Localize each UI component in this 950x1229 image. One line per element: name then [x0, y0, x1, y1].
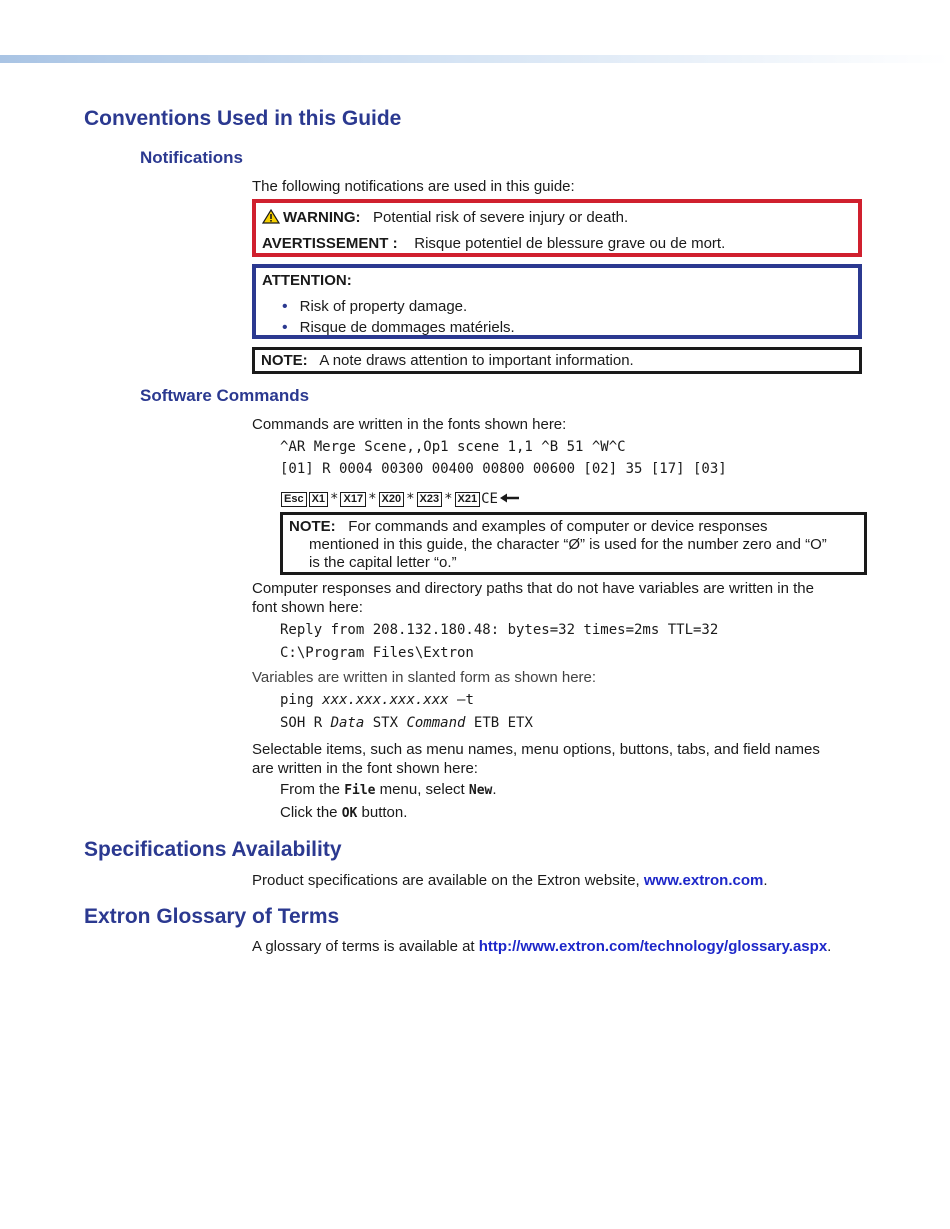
notifications-intro: The following notifications are used in this guide: — [252, 178, 575, 195]
specifications-text: Product specifications are available on the Extron website, www.extron.com. — [252, 872, 768, 889]
note2-line2: mentioned in this guide, the character “Ø” is used for the number zero and “O” — [309, 536, 827, 553]
extron-website-link[interactable]: www.extron.com — [643, 872, 764, 889]
warning-label: WARNING: — [283, 209, 361, 226]
response-example-1: Reply from 208.132.180.48: bytes=32 times=2ms TTL=32 — [280, 622, 719, 638]
key-esc: Esc — [281, 492, 307, 507]
note-box — [252, 347, 862, 374]
key-sequence — [280, 491, 520, 507]
select-example-1: From the File menu, select New. — [280, 781, 497, 798]
glossary-heading: Extron Glossary of Terms — [84, 905, 340, 928]
key-separator: * — [406, 491, 415, 507]
variables-intro: Variables are written in slanted form as shown here: — [252, 669, 597, 686]
command-example-1: ^AR Merge Scene,,Op1 scene 1,1 ^B 51 ^W^C — [280, 439, 626, 455]
key-x21: X21 — [455, 492, 481, 507]
key-x23: X23 — [417, 492, 443, 507]
key-x17: X17 — [340, 492, 366, 507]
notifications-heading: Notifications — [140, 148, 243, 167]
glossary-text: A glossary of terms is available at http://www.extron.com/technology/glossary.aspx. — [252, 938, 832, 955]
enter-arrow-icon — [500, 491, 520, 507]
selectable-intro-1: Selectable items, such as menu names, menu options, buttons, tabs, and field names — [252, 741, 820, 758]
note-text: A note draws attention to important information. — [319, 352, 634, 369]
warning-box — [252, 199, 862, 257]
responses-intro-2: font shown here: — [252, 599, 363, 616]
key-separator: * — [330, 491, 339, 507]
warning-text-fr: Risque potentiel de blessure grave ou de mort. — [414, 235, 726, 252]
responses-intro-1: Computer responses and directory paths that do not have variables are written in the — [252, 580, 814, 597]
software-intro: Commands are written in the fonts shown here: — [252, 416, 567, 433]
note2-line3: is the capital letter “o.” — [309, 554, 457, 571]
conventions-heading: Conventions Used in this Guide — [84, 107, 402, 130]
glossary-link[interactable]: http://www.extron.com/technology/glossary.aspx — [478, 938, 828, 955]
list-item: • Risk of property damage. — [282, 298, 468, 315]
specifications-heading: Specifications Availability — [84, 838, 342, 861]
command-example-2: [01] R 0004 00300 00400 00800 00600 [02] 35 [17] [03] — [280, 461, 727, 477]
variable-example-2: SOH R Data STX Command ETB ETX — [280, 715, 533, 731]
list-item: • Risque de dommages matériels. — [282, 319, 515, 336]
selectable-intro-2: are written in the font shown here: — [252, 760, 478, 777]
key-x20: X20 — [379, 492, 405, 507]
key-separator: * — [444, 491, 453, 507]
attention-box — [252, 264, 862, 339]
variable-example-1: ping xxx.xxx.xxx.xxx —t — [280, 692, 474, 708]
note-label: NOTE: — [261, 352, 308, 369]
header-gradient-bar — [0, 55, 950, 63]
warning-label-fr: AVERTISSEMENT : — [262, 235, 398, 252]
note2-label: NOTE: — [289, 518, 336, 535]
select-example-2: Click the OK button. — [280, 804, 408, 821]
note2-line1: For commands and examples of computer or device responses — [348, 518, 768, 535]
response-example-2: C:\Program Files\Extron — [280, 645, 474, 661]
key-separator: * — [368, 491, 377, 507]
warning-triangle-icon — [262, 209, 280, 228]
software-commands-heading: Software Commands — [140, 386, 310, 405]
warning-text: Potential risk of severe injury or death. — [373, 209, 629, 226]
key-ce: CE — [481, 491, 498, 507]
attention-label: ATTENTION: — [262, 272, 352, 289]
note-zero-box — [280, 512, 867, 575]
key-x1: X1 — [309, 492, 328, 507]
